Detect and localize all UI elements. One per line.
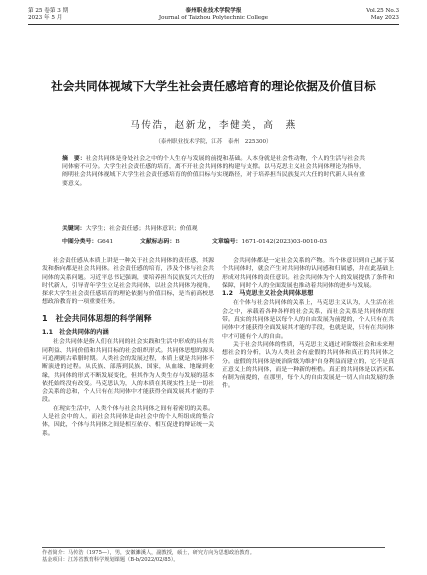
clc-code: [62, 236, 113, 245]
publication-date: 2023 年 5 月: [28, 15, 63, 21]
abstract-text: 社会共同体是身处社会之中的个人生存与发展的前提和基础。人本身就是社会性动物，个人的生活与社会共同体密不可分。大学生社会责任感的培育，离不开社会共同体的构建与支撑。以马克思主义社会共同体理论为指导，阐明社会共同体视域下大学生社会责任感培育的价值目标与实现路径，对于培养担当民族复兴大任的时代新人具有重要意义。: [62, 156, 366, 187]
subsection-heading-1-1: 1.1 社会共同体的内涵: [42, 329, 109, 337]
document-code: [140, 236, 180, 245]
paragraph-1-1-a: 社会共同体是指人们在共同的社会实践和生活中形成的具有共同利益、共同价值和共同目标的社会组织形式。共同体思想的源头可追溯到古希腊时期。人类社会的发展过程，本质上就是共同体不断演进的过程。从氏族、部落到民族、国家，从血缘、地缘到业缘，共同体的形式不断发展变化，但其作为人类生存与发展的基本依托始终没有改变。马克思认为，人的本质在其现实性上是一切社会关系的总和，个人只有在共同体中才能获得全面发展其才能的手段。: [42, 339, 214, 404]
volume-issue-en: Vol.25 No.3: [366, 8, 399, 14]
doc-value: B: [175, 239, 180, 245]
article-title: 社会共同体视域下大学生社会责任感培育的理论依据及价值目标: [51, 79, 376, 93]
running-header: [28, 6, 399, 32]
paragraph-1-2-b: 关于社会共同体的性质，马克思主义通过对阶级社会和未来理想社会的分析，认为人类社会有虚假的共同体和真正的共同体之分。虚假的共同体是统治阶级为维护自身利益而建立的，它不是真正意义上的共同体，而是一种新的桎梏。真正的共同体是以消灭私有制为前提的，在那里，每个人的自由发展是一切人自由发展的条件。: [222, 341, 394, 390]
keywords: [62, 223, 365, 232]
article-no-label: 文章编号：: [212, 239, 242, 245]
body-column-left: [42, 257, 214, 438]
footnote-author: 作者简介：马传浩（1975—），男，安徽濉溪人，副教授，硕士，研究方向为思想政治教育。: [42, 550, 255, 556]
journal-name-en: Journal of Taizhou Polytechnic College: [158, 15, 269, 21]
keywords-text: 大学生；社会责任感；共同体意识；价值观: [85, 226, 198, 232]
header-rule: [28, 24, 399, 25]
journal-name: [28, 8, 399, 22]
intro-paragraph: 社会责任感从本质上讲是一种关于社会共同体的责任感，其源发和指向都是社会共同体。社会责任感的培育，涉及个体与社会共同体的关系问题。习近平总书记强调，要培养担当民族复兴大任的时代新人，引导青年学生立足社会共同体，以社会共同体为视角，探求大学生社会责任感培育的理论依据与价值目标，是当前高校思想政治教育的一项重要任务。: [42, 258, 214, 306]
footnotes: [42, 547, 385, 564]
author-list: 马传浩，赵新龙，李健美，高 燕: [130, 120, 297, 131]
paragraph-continued: 会共同体都是一定社会关系的产物。当个体意识到自己属于某个共同体时，就会产生对共同体的认同感和归属感，并在此基础上形成对共同体的责任意识。社会共同体为个人的发展提供了条件和保障，同时个人的全面发展也推动着共同体的进步与发展。: [222, 258, 394, 289]
volume-issue: 第 25 卷第 3 期: [28, 8, 69, 14]
paragraph-1-1-b: 在现实生活中，人类个体与社会共同体之间有着密切的关系。人是社会中的人，而社会共同体是由社会中的个人所组成的集合体，因此，个体与共同体之间是相互依存、相互促进的辩证统一关系。: [42, 405, 214, 437]
article-number: [212, 236, 327, 245]
body-column-right: [222, 257, 394, 391]
keywords-label: 关键词：: [62, 226, 86, 232]
paragraph-1-2-a: 在个体与社会共同体的关系上，马克思主义认为，人生活在社会之中，承载着各种各样的社会关系，而社会关系是共同体的纽带。真实的共同体是以每个人的自由发展为前提的，个人只有在共同体中才能获得全面发展其才能的手段，也就是说，只有在共同体中才可能有个人的自由。: [222, 300, 394, 340]
subsection-heading-1-2: 1.2 马克思主义社会共同体思想: [222, 290, 314, 298]
doc-label: 文献标志码：: [140, 239, 176, 245]
clc-value: G641: [97, 239, 114, 245]
affiliation: （泰州职业技术学院，江苏 泰州 225300）: [155, 139, 272, 145]
abstract: [62, 155, 365, 188]
footnote-fund: 基金项目：江苏省教育科学规划课题（B-b/2022/02/85）。: [42, 557, 179, 564]
article-no-value: 1671-0142(2023)03-0010-03: [241, 239, 327, 245]
publication-date-en: May 2023: [370, 15, 399, 21]
issue-info-en: [366, 8, 399, 22]
abstract-label: 摘 要：: [62, 156, 86, 162]
clc-label: 中图分类号：: [62, 239, 98, 245]
journal-name-cn: 泰州职业技术学院学报: [185, 8, 242, 14]
section-heading-1: 1 社会共同体思想的科学阐释: [42, 313, 152, 323]
